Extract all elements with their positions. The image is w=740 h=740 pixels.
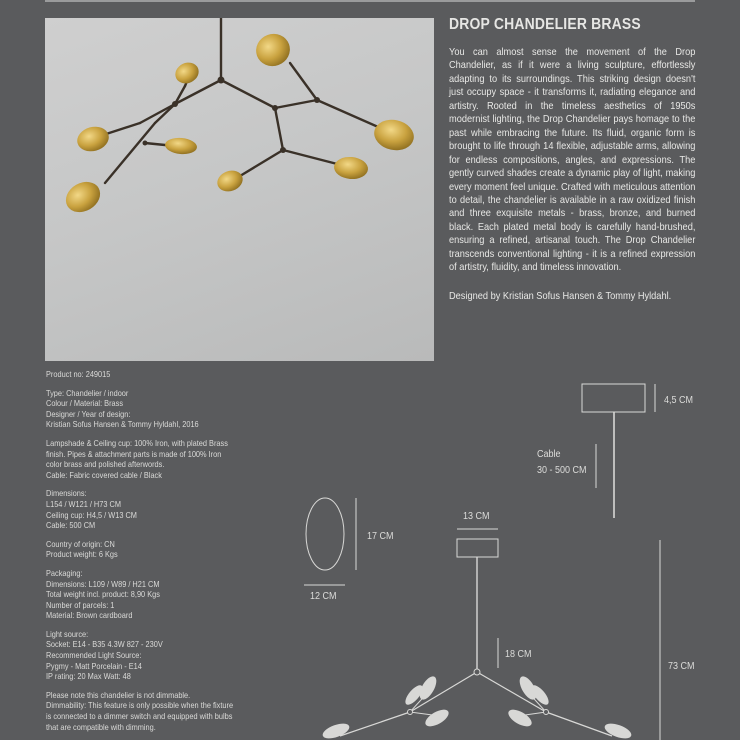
cable-label: Cable [537, 449, 561, 460]
shade-outline [306, 498, 344, 570]
spec-group-product-no: Product no: 249015 [46, 369, 111, 379]
stem-length-label: 18 CM [505, 649, 532, 660]
cable-range-label: 30 - 500 CM [537, 465, 587, 476]
cup-height-label: 4,5 CM [664, 395, 694, 406]
spec-group-light-source: Light source: Socket: E14 - B35 4.3W 827 - 230V Recommended Light Source: Pygmy - Matt Porcelain - E14 IP rating: 20 Max Watt: 48 [46, 628, 163, 682]
spec-group-packaging: Packaging: Dimensions: L109 / W89 / H21 CM Total weight incl. product: 8,90 Kgs Number of parcels: 1 Material: Brown cardboard [46, 567, 160, 621]
designer-credit: Designed by Kristian Sofus Hansen & Tommy Hyldahl. [449, 290, 672, 302]
ceiling-cup-outline [582, 384, 645, 412]
drawing-shades [321, 674, 633, 740]
cup-width-label: 13 CM [463, 511, 490, 522]
product-description: You can almost sense the movement of the Drop Chandelier, as if it were a living sculpture, effortlessly adapting to its surroundings. This striking design doesn't just occupy space - it transforms it, radiating elegance and artistry. Rooted in the timeless aesthetics of 1950s modernist lighting, the Drop Chandelier pays homage to the past while embracing the future. Its fluid, organic form is brought to life through 14 flexible, adjustable arms, allowing for endless compositions, angles, and expressions. The gently curved shades create a dynamic play of light, making every moment feel unique. Crafted with meticulous attention to detail, the chandelier is available in a raw oxidized finish and three exquisite metals - brass, bronze, and burned black. Each plated metal body is carefully hand-brushed, ensuring a refined, artisanal touch. The Drop Chandelier transcends conventional lighting - it is a refined expression of artistry, fluidity, and timeless innovation. [449, 46, 696, 274]
shade-width-label: 12 CM [310, 591, 337, 602]
spec-group-type: Type: Chandelier / indoor Colour / Material: Brass Designer / Year of design: Kristian Sofus Hansen & Tommy Hyldahl, 2016 [46, 387, 199, 430]
spec-group-dimming: Please note this chandelier is not dimmable. Dimmability: This feature is only possible when the fixture is connected to a dimmer switch and equipped with bulbs that are compatible with dimming. [46, 689, 234, 732]
product-title: DROP CHANDELIER BRASS [449, 16, 641, 33]
lower-cup-outline [457, 539, 498, 557]
spec-group-dimensions: Dimensions: L154 / W121 / H73 CM Ceiling cup: H4,5 / W13 CM Cable: 500 CM [46, 488, 137, 531]
shade-height-label: 17 CM [367, 531, 394, 542]
total-height-label: 73 CM [668, 661, 695, 672]
spec-group-materials: Lampshade & Ceiling cup: 100% Iron, with plated Brass finish. Pipes & attachment parts is made of 100% Iron color brass and polished afterwords. Cable: Fabric covered cable / Black [46, 437, 228, 480]
spec-group-origin: Country of origin: CN Product weight: 6 Kgs [46, 538, 118, 560]
